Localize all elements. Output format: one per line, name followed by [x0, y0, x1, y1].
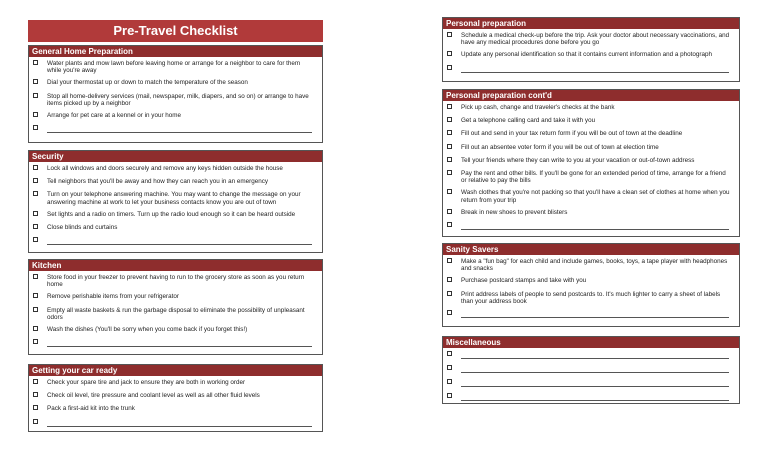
checklist-item: Close blinds and curtains [33, 224, 316, 231]
section-security [28, 150, 323, 253]
checklist-item: Turn on your telephone answering machine. You may want to change the message on your answering machine at work to let your business contacts know you are out of town [33, 191, 316, 205]
checklist-item: Check oil level, tire pressure and coolant level as well as all other fluid levels [33, 392, 316, 399]
checkbox[interactable] [33, 326, 38, 331]
checklist-item: Pack a first-aid kit into the trunk [33, 405, 316, 412]
checkbox[interactable] [447, 189, 452, 194]
blank-item [447, 393, 733, 401]
checklist-item: Dial your thermostat up or down to match the temperature of the season [33, 79, 316, 86]
checkbox[interactable] [33, 293, 38, 298]
section-car [28, 364, 323, 432]
blank-item [33, 125, 316, 133]
checkbox[interactable] [33, 419, 38, 424]
blank-line[interactable] [461, 222, 729, 230]
section-misc [442, 336, 740, 404]
checklist-item: Tell neighbors that you'll be away and how they can reach you in an emergency [33, 178, 316, 185]
checkbox[interactable] [447, 379, 452, 384]
checkbox[interactable] [447, 157, 452, 162]
section-personal-contd [442, 89, 740, 237]
checkbox[interactable] [33, 274, 38, 279]
checklist-item: Break in new shoes to prevent blisters [447, 209, 733, 216]
checkbox[interactable] [447, 130, 452, 135]
checkbox[interactable] [33, 237, 38, 242]
checkbox[interactable] [33, 307, 38, 312]
blank-item [33, 419, 316, 427]
blank-line[interactable] [461, 351, 729, 359]
checkbox[interactable] [33, 211, 38, 216]
checklist-item: Schedule a medical check-up before the trip. Ask your doctor about necessary vaccinations, and have any medical procedures done before you go [447, 32, 733, 46]
checkbox[interactable] [33, 405, 38, 410]
checkbox[interactable] [447, 170, 452, 175]
blank-line[interactable] [461, 65, 729, 73]
checklist-item: Make a "fun bag" for each child and include games, books, toys, a tape player with headphones and snacks [447, 258, 733, 272]
checklist-item: Fill out an absentee voter form if you will be out of town at election time [447, 144, 733, 151]
checklist-item: Purchase postcard stamps and take with you [447, 277, 733, 284]
checklist-item: Update any personal identification so that it contains current information and a photograph [447, 51, 733, 58]
blank-item [33, 339, 316, 347]
checkbox[interactable] [447, 65, 452, 70]
section-title: Personal preparation cont'd [443, 90, 739, 101]
checklist-item: Stop all home-delivery services (mail, newspaper, milk, diapers, and so on) or arrange to have items picked up by a neighbor [33, 93, 316, 107]
blank-item [447, 379, 733, 387]
checkbox[interactable] [33, 165, 38, 170]
blank-line[interactable] [47, 339, 312, 347]
checklist-item: Tell your friends where they can write to you at your vacation or out-of-town address [447, 157, 733, 164]
page-title: Pre-Travel Checklist [28, 20, 323, 42]
checklist-item: Lock all windows and doors securely and remove any keys hidden outside the house [33, 165, 316, 172]
blank-line[interactable] [461, 379, 729, 387]
section-title: Sanity Savers [443, 244, 739, 255]
checkbox[interactable] [447, 291, 452, 296]
checklist-item: Remove perishable items from your refrigerator [33, 293, 316, 300]
checkbox[interactable] [447, 310, 452, 315]
blank-line[interactable] [47, 237, 312, 245]
checkbox[interactable] [33, 93, 38, 98]
checkbox[interactable] [447, 32, 452, 37]
checkbox[interactable] [33, 125, 38, 130]
checklist-item: Wash clothes that you're not packing so that you'll have a clean set of clothes at home when you return from your trip [447, 189, 733, 203]
blank-item [447, 65, 733, 73]
checkbox[interactable] [33, 60, 38, 65]
checklist-item: Pick up cash, change and traveler's checks at the bank [447, 104, 733, 111]
checkbox[interactable] [447, 104, 452, 109]
blank-line[interactable] [47, 125, 312, 133]
checklist-item: Empty all waste baskets & run the garbage disposal to eliminate the possibility of unpleasant odors [33, 307, 316, 321]
checkbox[interactable] [447, 393, 452, 398]
section-title: Getting your car ready [29, 365, 322, 376]
checkbox[interactable] [447, 144, 452, 149]
checkbox[interactable] [33, 191, 38, 196]
section-home [28, 45, 323, 143]
blank-item [447, 365, 733, 373]
section-kitchen [28, 259, 323, 355]
checklist-item: Check your spare tire and jack to ensure they are both in working order [33, 379, 316, 386]
checkbox[interactable] [447, 51, 452, 56]
checkbox[interactable] [33, 392, 38, 397]
section-title: Personal preparation [443, 18, 739, 29]
checklist-item: Get a telephone calling card and take it with you [447, 117, 733, 124]
blank-line[interactable] [461, 365, 729, 373]
checkbox[interactable] [447, 351, 452, 356]
checklist-item: Set lights and a radio on timers. Turn up the radio loud enough so it can be heard outside [33, 211, 316, 218]
checkbox[interactable] [447, 222, 452, 227]
section-personal [442, 17, 740, 82]
checkbox[interactable] [447, 117, 452, 122]
blank-item [447, 310, 733, 318]
checkbox[interactable] [447, 277, 452, 282]
blank-item [33, 237, 316, 245]
checkbox[interactable] [447, 258, 452, 263]
checkbox[interactable] [33, 178, 38, 183]
blank-item [447, 351, 733, 359]
section-title: Miscellaneous [443, 337, 739, 348]
section-title: Security [29, 151, 322, 162]
section-title: General Home Preparation [29, 46, 322, 57]
checklist-item: Store food in your freezer to prevent having to run to the grocery store as soon as you return home [33, 274, 316, 288]
section-title: Kitchen [29, 260, 322, 271]
checklist-item: Arrange for pet care at a kennel or in your home [33, 112, 316, 119]
checklist-item: Print address labels of people to send postcards to. It's much lighter to carry a sheet of labels than your address book [447, 291, 733, 305]
checkbox[interactable] [447, 209, 452, 214]
checkbox[interactable] [33, 339, 38, 344]
checkbox[interactable] [447, 365, 452, 370]
checkbox[interactable] [33, 379, 38, 384]
checklist-item: Wash the dishes (You'll be sorry when you come back if you forget this!) [33, 326, 316, 333]
checklist-item: Pay the rent and other bills. If you'll be gone for an extended period of time, arrange for a friend or relative to pay the bills [447, 170, 733, 184]
blank-line[interactable] [47, 419, 312, 427]
blank-line[interactable] [461, 310, 729, 318]
section-sanity [442, 243, 740, 327]
checkbox[interactable] [33, 224, 38, 229]
checklist-item: Fill out and send in your tax return form if you will be out of town at the deadline [447, 130, 733, 137]
checklist-item: Water plants and mow lawn before leaving home or arrange for a neighbor to care for them while you're away [33, 60, 316, 74]
blank-line[interactable] [461, 393, 729, 401]
checkbox[interactable] [33, 112, 38, 117]
checkbox[interactable] [33, 79, 38, 84]
blank-item [447, 222, 733, 230]
